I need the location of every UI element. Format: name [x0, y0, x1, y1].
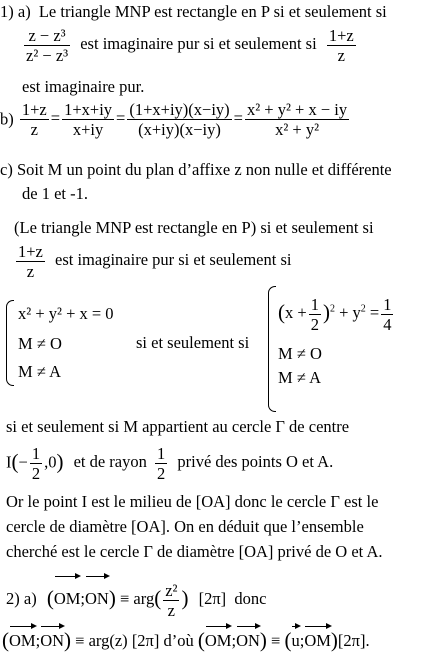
- q1c-line6: I(− $\frac{1}{2}$ ,0) et de rayon $\frac{1}{2}$ privé des points O et A.: [6, 444, 334, 483]
- system-2-row: M ≠ O: [278, 344, 322, 363]
- q1c-line1: c) Soit M un point du plan d’affixe z non nulle et différente: [0, 160, 392, 179]
- fraction-z-z3: [24, 26, 70, 65]
- system-2: [268, 286, 438, 412]
- paren: ): [56, 449, 64, 474]
- fraction-1pz-z: [16, 242, 45, 281]
- q1a-mid-text: est imaginaire pur si et seulement si: [80, 34, 317, 54]
- fraction-denominator: x² + y²: [275, 120, 320, 139]
- fraction-quarter: [381, 295, 393, 334]
- fraction-denominator: (x+iy)(x−iy): [138, 120, 221, 139]
- arg-text: arg: [133, 589, 155, 608]
- fraction-denominator: z: [30, 120, 38, 139]
- fraction-numerator: 1: [383, 294, 392, 314]
- q1c-line4: [14, 242, 291, 281]
- fraction-result: [245, 100, 349, 139]
- system-1-row: M ≠ O: [18, 334, 62, 353]
- q1c-line4-text: est imaginaire pur si et seulement si: [55, 250, 292, 270]
- dou-text: d’où: [163, 631, 194, 650]
- q1c-line7: Or le point I est le milieu de [OA] donc le cercle Γ est le: [6, 492, 379, 511]
- paren: ): [64, 628, 72, 652]
- fraction-denominator: z: [167, 600, 175, 620]
- fraction-numerator: z²: [165, 580, 178, 600]
- fraction-radius: [155, 444, 167, 483]
- fraction-expanded: [62, 100, 114, 139]
- paren: ): [108, 586, 116, 610]
- paren: (: [11, 449, 19, 474]
- fraction-conjugate: [127, 100, 231, 139]
- q1a-line1: [0, 2, 387, 22]
- arg-z: arg(z): [88, 631, 128, 650]
- fraction-denominator: 4: [383, 314, 392, 334]
- q1b-label: b): [0, 109, 14, 129]
- q1a-label: 1) a): [0, 2, 31, 21]
- q1c-line6-end: privé des points O et A.: [177, 452, 334, 472]
- vector-on: ON: [85, 576, 109, 622]
- q2a-line1: 2) a) (OM;ON) ≡ arg( $\frac{\text{z²}}{z}$ ) [2π] donc: [6, 576, 266, 622]
- fraction-z2-z: [163, 581, 179, 620]
- vector-om: OM: [9, 626, 36, 656]
- system-2-equation: (x + $\frac{1}{2}$ )$^2 + y^2$ = $\frac{1}{4}$: [278, 294, 392, 334]
- fraction-denominator: 2: [310, 314, 319, 334]
- fraction-numerator: 1: [157, 444, 166, 463]
- fraction-numerator: 1+z: [21, 100, 47, 119]
- modulo: [2π]: [337, 631, 366, 650]
- paren: (: [46, 586, 54, 610]
- q1c-line8: cercle de diamètre [OA]. On en déduit que l’ensemble: [6, 517, 364, 536]
- q1a-line3: est imaginaire pur.: [22, 77, 145, 96]
- brace: [6, 300, 14, 386]
- vector-u: u: [291, 626, 299, 656]
- q2a-line2: (OM;ON) ≡ arg(z) [2π] d’où (OM;ON) ≡ (u;OM)[2π].: [2, 626, 370, 656]
- fraction-numerator: 1+z: [328, 26, 354, 45]
- system-1: [6, 300, 156, 386]
- fraction-denominator: 2: [31, 464, 41, 483]
- paren: ): [181, 586, 189, 610]
- q1b-line: b) $\frac{1+z}{z}$ = $\frac{1+x+iy}{x+iy}$ = $\frac{(1+x+iy)(x-iy)}{(x+iy)(x-iy)}$ = $\frac{\text{x² + y² + x − iy}}{\text{x² + y²}}$: [0, 100, 348, 139]
- q1c-line9: cherché est le cercle Γ de diamètre [OA] privé de O et A.: [6, 542, 383, 561]
- radius-text: et de rayon: [73, 452, 147, 472]
- fraction-1pz-z: [327, 26, 356, 65]
- fraction-numerator: 1: [310, 294, 319, 314]
- fraction-denominator: z: [26, 262, 35, 281]
- paren: (: [154, 586, 162, 610]
- fraction-denominator: 2: [157, 464, 166, 483]
- q1c-line5: si et seulement si M appartient au cercle Γ de centre: [6, 417, 350, 436]
- paren: ): [259, 628, 267, 652]
- center-label: I: [6, 452, 12, 472]
- fraction-numerator: x² + y² + x − iy: [246, 100, 348, 119]
- q1c-line3: (Le triangle MNP est rectangle en P) si et seulement si: [14, 218, 374, 237]
- vector-om: OM: [304, 626, 331, 656]
- modulo: [2π]: [198, 589, 227, 608]
- fraction-1pz-z: [20, 100, 49, 139]
- q2a-label: 2) a): [6, 589, 37, 608]
- fraction-half: [309, 295, 321, 334]
- paren: (: [278, 300, 285, 324]
- fraction-numerator: z − z³: [24, 26, 70, 46]
- fraction-denominator: z² − z³: [26, 46, 69, 65]
- fraction-numerator: (1+x+iy)(x−iy): [129, 100, 230, 119]
- fraction-numerator: 1+x+iy: [64, 100, 113, 119]
- connector-text: si et seulement si: [136, 333, 250, 352]
- vector-on: ON: [236, 626, 260, 656]
- brace: [268, 286, 276, 412]
- modulo: [2π]: [131, 631, 160, 650]
- q1c-line2: de 1 et -1.: [22, 184, 88, 203]
- vector-om: OM: [54, 576, 81, 622]
- donc-text: donc: [234, 589, 267, 608]
- paren: (: [197, 628, 205, 652]
- system-2-row: M ≠ A: [278, 368, 321, 387]
- vector-on: ON: [40, 626, 64, 656]
- q1a-statement: Le triangle MNP est rectangle en P si et seulement si: [38, 2, 387, 21]
- paren: (: [284, 628, 292, 652]
- system-1-row: M ≠ A: [18, 362, 61, 381]
- vector-om: OM: [205, 626, 232, 656]
- fraction-denominator: z: [337, 46, 345, 65]
- fraction-numerator: 1+z: [18, 242, 43, 261]
- fraction-center-x: [30, 444, 42, 483]
- q1a-line2: [22, 26, 358, 65]
- fraction-denominator: x+iy: [72, 120, 104, 139]
- paren: (: [2, 628, 9, 652]
- paren: ): [330, 628, 338, 652]
- paren: ): [322, 300, 330, 324]
- system-1-row: x² + y² + x = 0: [18, 304, 114, 323]
- fraction-numerator: 1: [31, 444, 41, 463]
